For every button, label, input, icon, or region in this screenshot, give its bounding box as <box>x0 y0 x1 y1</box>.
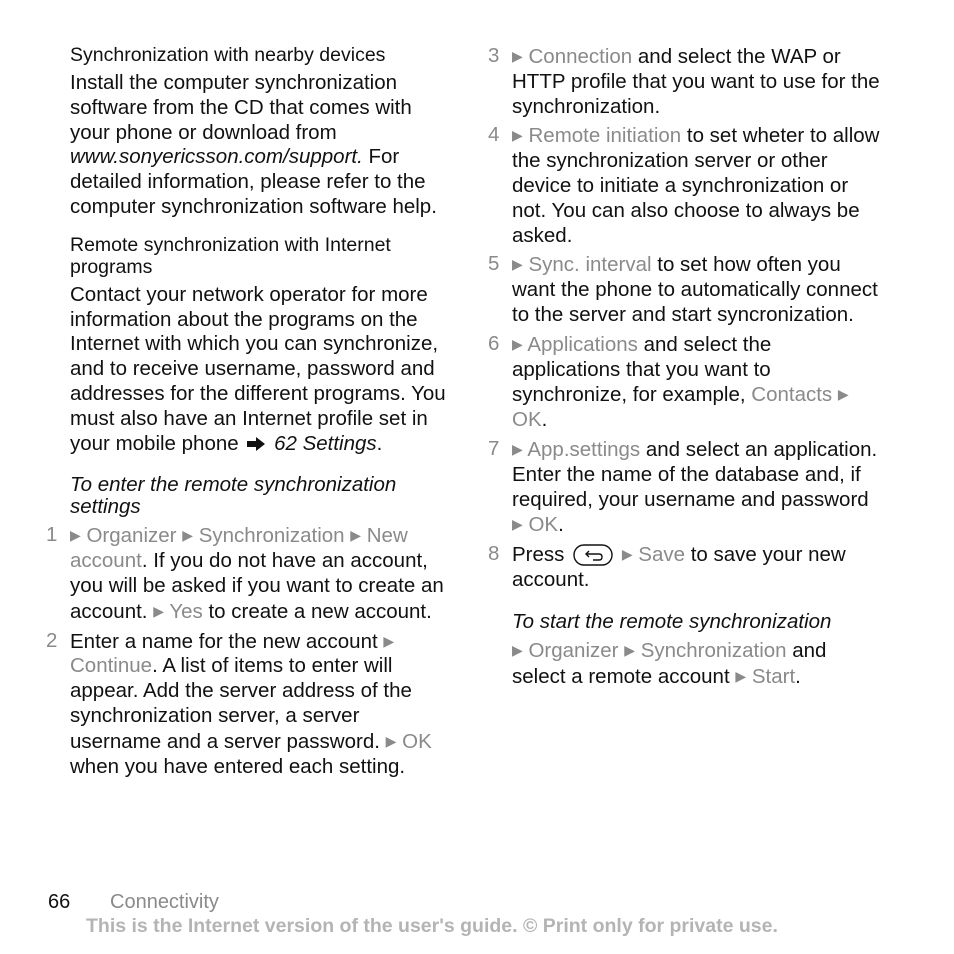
step-number: 8 <box>488 542 500 566</box>
menu-remote-initiation: Remote initiation <box>528 124 682 148</box>
support-url: www.sonyericsson.com/support. <box>70 145 363 169</box>
step-number: 7 <box>488 436 500 460</box>
menu-arrow-icon: ▶ <box>153 602 164 619</box>
step-6: 6 ▶ Applications and select the applications that you want to synchronize, for example, Contacts ▶ OK. <box>488 331 849 432</box>
paragraph-nearby-sync: Install the computer synchronization software from the CD that comes with your phone or download from www.sonyericsson.com/support. For detailed information, please refer to the computer synchronization software help. <box>70 71 437 218</box>
left-column <box>46 44 450 783</box>
menu-arrow-icon: ▶ <box>512 256 523 273</box>
menu-synchronization: Synchronization <box>640 638 787 662</box>
menu-yes: Yes <box>169 599 203 623</box>
menu-ok: OK <box>402 729 432 753</box>
menu-arrow-icon: ▶ <box>624 641 635 658</box>
menu-connection: Connection <box>528 45 633 68</box>
menu-start: Start <box>751 664 796 688</box>
step-number: 5 <box>488 252 500 276</box>
paragraph-start-sync: ▶ Organizer ▶ Synchronization and select a remote account ▶ Start. <box>512 638 827 688</box>
menu-arrow-icon: ▶ <box>350 527 362 544</box>
step-1: 1 ▶ Organizer ▶ Synchronization ▶ New account. If you do not have an account, you will be asked if you want to create an account. ▶ Yes to create a new account. <box>46 523 444 623</box>
menu-arrow-icon: ▶ <box>621 546 633 563</box>
menu-arrow-icon: ▶ <box>512 48 523 64</box>
heading-remote-sync: Remote synchronization with Internet programs <box>70 233 391 278</box>
menu-organizer: Organizer <box>86 524 177 548</box>
menu-synchronization: Synchronization <box>198 524 345 548</box>
menu-arrow-icon: ▶ <box>512 335 523 352</box>
step-number: 3 <box>488 44 500 67</box>
menu-arrow-icon: ▶ <box>385 732 397 749</box>
menu-ok: OK <box>512 408 542 432</box>
paragraph-remote-sync: Contact your network operator for more information about the programs on the Internet with which you can synchronize, and to receive username, password and addresses for the different programs. You must also have an Internet profile set in your mobile phone 62 Settings. <box>70 282 446 455</box>
section-name: Connectivity <box>110 891 219 913</box>
menu-arrow-icon: ▶ <box>512 641 523 658</box>
menu-continue: Continue <box>70 654 153 678</box>
menu-app-settings: App.settings <box>527 437 641 461</box>
menu-arrow-icon: ▶ <box>512 127 523 144</box>
step-number: 4 <box>488 123 500 147</box>
menu-organizer: Organizer <box>528 638 619 662</box>
reference-arrow-icon <box>246 437 266 451</box>
heading-enter-settings: To enter the remote synchronization settings <box>70 473 397 519</box>
menu-arrow-icon: ▶ <box>512 440 523 457</box>
menu-arrow-icon: ▶ <box>735 667 747 684</box>
menu-new-account: New account <box>70 524 408 573</box>
step-7: 7 ▶ App.settings and select an application. Enter the name of the database and, if required, your username and password ▶ OK. <box>488 436 878 537</box>
right-column <box>488 44 882 689</box>
menu-ok: OK <box>528 513 559 537</box>
step-number: 2 <box>46 628 58 652</box>
menu-contacts: Contacts <box>751 383 833 407</box>
step-number: 6 <box>488 331 500 355</box>
step-4: 4 ▶ Remote initiation to set wheter to allow the synchronization server or other device to initiate a synchronization or not. You can also choose to always be asked. <box>488 123 880 247</box>
back-key-icon <box>573 544 613 566</box>
menu-arrow-icon: ▶ <box>182 527 193 544</box>
heading-start-sync: To start the remote synchronization <box>512 609 832 633</box>
settings-reference: 62 Settings <box>274 431 377 455</box>
step-2: 2 Enter a name for the new account ▶ Continue. A list of items to enter will appear. Add the server address of the synchronization server, a server username and a server password. ▶ OK when you have entered each setting. <box>46 628 432 778</box>
internet-version-note: This is the Internet version of the user's guide. © Print only for private use. <box>86 915 778 937</box>
menu-arrow-icon: ▶ <box>383 632 395 649</box>
menu-arrow-icon: ▶ <box>512 516 523 533</box>
page-number: 66 <box>48 891 71 913</box>
step-8: 8 Press ▶ Save to save your new account. <box>488 542 846 591</box>
heading-nearby-sync: Synchronization with nearby devices <box>70 44 386 66</box>
step-number: 1 <box>46 523 58 547</box>
step-3: 3 ▶ Connection and select the WAP or HTTP profile that you want to use for the synchronization. <box>488 44 880 118</box>
step-5: 5 ▶ Sync. interval to set how often you want the phone to automatically connect to the server and start syncronization. <box>488 252 878 326</box>
menu-sync-interval: Sync. interval <box>528 253 652 277</box>
menu-applications: Applications <box>527 332 638 356</box>
menu-arrow-icon: ▶ <box>70 527 81 544</box>
menu-save: Save <box>638 543 686 567</box>
menu-arrow-icon: ▶ <box>837 386 849 403</box>
